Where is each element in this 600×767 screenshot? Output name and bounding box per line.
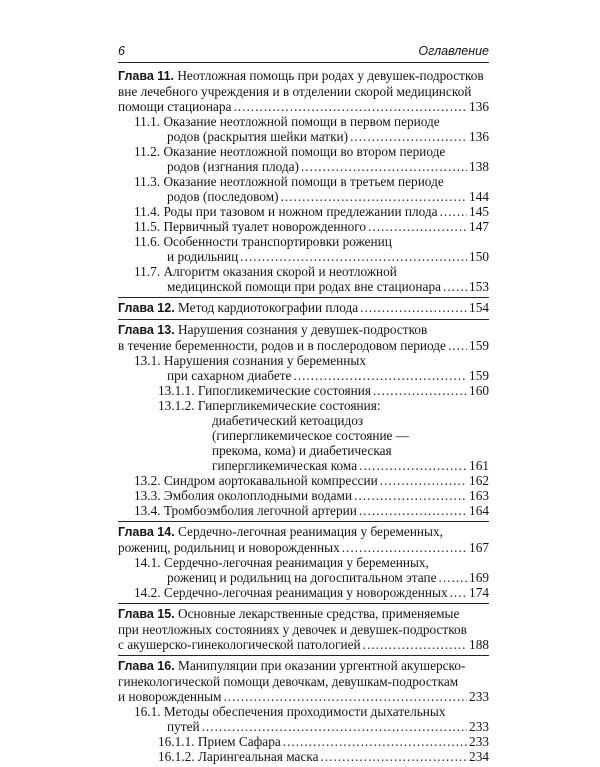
toc-chapter-entry bbox=[118, 68, 489, 114]
section-number: 11.7. bbox=[134, 264, 161, 279]
dot-leader bbox=[359, 458, 467, 473]
toc-line bbox=[134, 219, 489, 234]
entry-title-text: помощи стационара bbox=[118, 99, 232, 114]
entry-title-text: Ларингеальная маска bbox=[197, 749, 319, 764]
toc-subsection-entry bbox=[118, 353, 489, 383]
toc-chapter bbox=[118, 66, 489, 294]
toc-subsection-entry bbox=[118, 749, 489, 764]
page-ref: 162 bbox=[469, 473, 489, 488]
toc-line-text bbox=[134, 585, 448, 600]
entry-title-text: диабетический кетоацидоз bbox=[212, 413, 364, 428]
toc-line bbox=[118, 606, 489, 622]
dot-leader bbox=[368, 219, 467, 234]
entry-title-text: в течение беременности, родов и в послеродовом периоде bbox=[118, 338, 446, 353]
dot-leader bbox=[350, 129, 467, 144]
dot-leader bbox=[359, 503, 467, 518]
toc-chapter-entry bbox=[118, 322, 489, 353]
toc-subsection-entry bbox=[118, 264, 489, 294]
dot-leader bbox=[240, 249, 467, 264]
dot-leader bbox=[440, 204, 467, 219]
entry-title-text: при сахарном диабете bbox=[167, 368, 292, 383]
toc-line bbox=[118, 300, 489, 316]
toc-subsection-entry bbox=[118, 398, 489, 473]
toc-line bbox=[118, 540, 489, 555]
page-ref: 159 bbox=[469, 338, 489, 353]
toc-line bbox=[134, 174, 489, 189]
toc-line bbox=[134, 279, 489, 294]
section-number: 13.3. bbox=[134, 488, 161, 503]
entry-title-text: прекома, кома) и диабетическая bbox=[212, 443, 392, 458]
toc-subsection-entry bbox=[118, 488, 489, 503]
entry-title-text: гипергликемическая кома bbox=[212, 458, 358, 473]
toc-line bbox=[134, 114, 489, 129]
toc-line-text bbox=[167, 129, 348, 144]
toc-line bbox=[158, 734, 489, 749]
toc-line-text bbox=[118, 300, 358, 316]
toc-line bbox=[118, 338, 489, 353]
toc-line-text bbox=[167, 279, 441, 294]
toc-line-text bbox=[118, 99, 231, 114]
toc-line-text bbox=[134, 503, 357, 518]
running-title: Оглавление bbox=[418, 44, 489, 58]
toc-chapter-entry bbox=[118, 606, 489, 652]
dot-leader bbox=[283, 734, 467, 749]
toc-line bbox=[118, 99, 489, 114]
dot-leader bbox=[293, 368, 467, 383]
entry-title-text: Основные лекарственные средства, применяемые bbox=[178, 606, 460, 621]
chapter-label: Глава 12. bbox=[118, 301, 175, 315]
page-ref: 150 bbox=[469, 249, 489, 264]
entry-title-text: Сердечно-легочная реанимация у беременных, bbox=[163, 555, 429, 570]
section-number: 14.2. bbox=[134, 585, 161, 600]
toc-line-text bbox=[167, 368, 291, 383]
entry-title-text: рожениц, родильниц и новорожденных bbox=[118, 540, 340, 555]
section-number: 11.5. bbox=[134, 219, 161, 234]
page-ref: 136 bbox=[469, 99, 489, 114]
toc-line bbox=[134, 473, 489, 488]
toc-line-text bbox=[118, 338, 446, 353]
dot-leader bbox=[342, 540, 467, 555]
entry-title-text: с акушерско-гинекологической патологией bbox=[118, 637, 361, 652]
section-number: 11.2. bbox=[134, 144, 161, 159]
toc-line bbox=[158, 458, 489, 473]
toc-chapter-entry bbox=[118, 524, 489, 555]
toc-line bbox=[134, 144, 489, 159]
section-number: 13.1.2. bbox=[158, 398, 195, 413]
entry-title-text: Первичный туалет новорожденного bbox=[163, 219, 367, 234]
entry-title-text: и новорожденным bbox=[118, 689, 222, 704]
page-ref: 145 bbox=[469, 204, 489, 219]
entry-title-text: и родильниц bbox=[167, 249, 239, 264]
toc-line bbox=[158, 749, 489, 764]
entry-title-text: Эмболия околоплодными водами bbox=[163, 488, 353, 503]
page-header bbox=[118, 40, 489, 63]
toc-line bbox=[158, 428, 489, 443]
section-number: 16.1. bbox=[134, 704, 161, 719]
toc-line bbox=[134, 555, 489, 570]
section-number: 13.1. bbox=[134, 353, 161, 368]
toc-line-text bbox=[134, 488, 352, 503]
toc-line bbox=[118, 84, 489, 99]
entry-title-text: Гипогликемические состояния bbox=[197, 383, 371, 398]
toc-chapter bbox=[118, 655, 489, 764]
page-ref: 153 bbox=[469, 279, 489, 294]
toc-line bbox=[118, 689, 489, 704]
page-ref: 233 bbox=[469, 689, 489, 704]
section-number: 11.6. bbox=[134, 234, 161, 249]
section-number: 13.2. bbox=[134, 473, 161, 488]
dot-leader bbox=[373, 383, 467, 398]
entry-title-text: Роды при тазовом и ножном предлежании плода bbox=[163, 204, 438, 219]
toc-chapter bbox=[118, 297, 489, 316]
section-number: 16.1.1. bbox=[158, 734, 195, 749]
entry-title-text: Нарушения сознания у девушек-подростков bbox=[178, 322, 428, 337]
dot-leader bbox=[363, 637, 467, 652]
toc-line bbox=[134, 159, 489, 174]
toc-line bbox=[118, 658, 489, 674]
toc-subsection-entry bbox=[118, 383, 489, 398]
toc-chapter-entry bbox=[118, 658, 489, 704]
dot-leader bbox=[443, 279, 467, 294]
entry-title-text: Метод кардиотокографии плода bbox=[178, 300, 359, 315]
chapter-label: Глава 11. bbox=[118, 69, 174, 83]
toc-subsection-entry bbox=[118, 114, 489, 144]
toc-subsection-entry bbox=[118, 204, 489, 219]
entry-title-text: Методы обеспечения проходимости дыхательных bbox=[163, 704, 446, 719]
page-ref: 174 bbox=[469, 585, 489, 600]
entry-title-text: путей bbox=[167, 719, 200, 734]
entry-title-text: (гипергликемическое состояние — bbox=[212, 428, 410, 443]
entry-title-text: Оказание неотложной помощи во втором периоде bbox=[163, 144, 446, 159]
table-of-contents bbox=[118, 66, 489, 767]
toc-line bbox=[134, 189, 489, 204]
toc-line bbox=[134, 368, 489, 383]
toc-line bbox=[134, 204, 489, 219]
entry-title-text: Сердечно-легочная реанимация у беременных, bbox=[178, 524, 443, 539]
toc-line-text bbox=[212, 458, 357, 473]
entry-title-text: Тромбоэмболия легочной артерии bbox=[163, 503, 357, 518]
toc-line-text bbox=[158, 734, 281, 749]
dot-leader bbox=[360, 300, 467, 315]
dot-leader bbox=[380, 473, 467, 488]
toc-line bbox=[134, 704, 489, 719]
entry-title-text: медицинской помощи при родах вне стационара bbox=[167, 279, 442, 294]
toc-line bbox=[118, 622, 489, 637]
toc-subsection-entry bbox=[118, 555, 489, 585]
entry-title-text: вне лечебного учреждения и в отделении скорой медицинской bbox=[118, 84, 472, 99]
entry-title-text: Сердечно-легочная реанимация у новорожденных bbox=[163, 585, 448, 600]
toc-subsection-entry bbox=[118, 219, 489, 234]
entry-title-text: Прием Сафара bbox=[197, 734, 281, 749]
toc-line bbox=[134, 234, 489, 249]
toc-line-text bbox=[158, 749, 319, 764]
toc-line-text bbox=[118, 540, 340, 555]
section-number: 13.1.1. bbox=[158, 383, 195, 398]
entry-title-text: родов (изгнания плода) bbox=[167, 159, 299, 174]
toc-line-text bbox=[134, 219, 366, 234]
toc-chapter-entry bbox=[118, 300, 489, 316]
toc-line-text bbox=[134, 204, 438, 219]
entry-title-text: Неотложная помощь при родах у девушек-подростков bbox=[177, 68, 484, 83]
toc-line bbox=[134, 488, 489, 503]
dot-leader bbox=[233, 99, 467, 114]
dot-leader bbox=[450, 585, 467, 600]
entry-title-text: при неотложных состояниях у девочек и девушек-подростков bbox=[118, 622, 467, 637]
dot-leader bbox=[223, 689, 467, 704]
entry-title-text: рожениц и родильниц на догоспитальном этапе bbox=[167, 570, 437, 585]
page-ref: 159 bbox=[469, 368, 489, 383]
entry-title-text: Манипуляции при оказании ургентной акушерско- bbox=[178, 658, 466, 673]
dot-leader bbox=[439, 570, 467, 585]
entry-title-text: родов (раскрытия шейки матки) bbox=[167, 129, 349, 144]
entry-title-text: Синдром аортокавальной компрессии bbox=[163, 473, 378, 488]
toc-line bbox=[118, 674, 489, 689]
toc-subsection-entry bbox=[118, 585, 489, 600]
page-ref: 234 bbox=[469, 749, 489, 764]
toc-subsection-entry bbox=[118, 734, 489, 749]
toc-subsection-entry bbox=[118, 473, 489, 488]
page-ref: 164 bbox=[469, 503, 489, 518]
page-ref: 154 bbox=[469, 300, 489, 315]
section-number: 11.4. bbox=[134, 204, 161, 219]
toc-line bbox=[134, 585, 489, 600]
toc-line-text bbox=[167, 189, 279, 204]
page-ref: 136 bbox=[469, 129, 489, 144]
toc-subsection-entry bbox=[118, 704, 489, 734]
toc-line bbox=[134, 503, 489, 518]
page-ref: 169 bbox=[469, 570, 489, 585]
toc-line-text bbox=[158, 383, 371, 398]
toc-line bbox=[118, 322, 489, 338]
section-number: 11.3. bbox=[134, 174, 161, 189]
toc-line-text bbox=[118, 637, 361, 652]
entry-title-text: Нарушения сознания у беременных bbox=[163, 353, 366, 368]
toc-line bbox=[158, 383, 489, 398]
dot-leader bbox=[202, 719, 467, 734]
page-ref: 147 bbox=[469, 219, 489, 234]
page-ref: 163 bbox=[469, 488, 489, 503]
dot-leader bbox=[301, 159, 467, 174]
toc-chapter bbox=[118, 521, 489, 600]
toc-subsection-entry bbox=[118, 234, 489, 264]
page-ref: 233 bbox=[469, 734, 489, 749]
toc-subsection-entry bbox=[118, 503, 489, 518]
toc-line bbox=[158, 413, 489, 428]
dot-leader bbox=[321, 749, 467, 764]
toc-subsection-entry bbox=[118, 144, 489, 174]
toc-chapter bbox=[118, 603, 489, 652]
toc-line bbox=[134, 353, 489, 368]
entry-title-text: родов (последовом) bbox=[167, 189, 279, 204]
chapter-label: Глава 16. bbox=[118, 659, 175, 673]
toc-line-text bbox=[167, 249, 238, 264]
toc-line bbox=[118, 524, 489, 540]
toc-line-text bbox=[134, 473, 378, 488]
toc-line bbox=[158, 398, 489, 413]
section-number: 16.1.2. bbox=[158, 749, 195, 764]
toc-line bbox=[158, 443, 489, 458]
dot-leader bbox=[354, 488, 467, 503]
page-ref: 167 bbox=[469, 540, 489, 555]
toc-chapter bbox=[118, 319, 489, 518]
dot-leader bbox=[448, 338, 467, 353]
entry-title-text: Гипергликемические состояния: bbox=[197, 398, 381, 413]
entry-title-text: Оказание неотложной помощи в третьем периоде bbox=[163, 174, 444, 189]
toc-line-text bbox=[167, 570, 437, 585]
chapter-label: Глава 13. bbox=[118, 323, 175, 337]
toc-subsection-entry bbox=[118, 174, 489, 204]
toc-line-text bbox=[118, 689, 221, 704]
entry-title-text: Алгоритм оказания скорой и неотложной bbox=[163, 264, 397, 279]
toc-line bbox=[134, 570, 489, 585]
chapter-label: Глава 15. bbox=[118, 607, 175, 621]
section-number: 14.1. bbox=[134, 555, 161, 570]
toc-line bbox=[134, 719, 489, 734]
toc-line-text bbox=[167, 159, 299, 174]
section-number: 13.4. bbox=[134, 503, 161, 518]
page-ref: 188 bbox=[469, 637, 489, 652]
page-number: 6 bbox=[118, 44, 125, 58]
page-ref: 160 bbox=[469, 383, 489, 398]
toc-line bbox=[134, 264, 489, 279]
section-number: 11.1. bbox=[134, 114, 161, 129]
toc-line bbox=[118, 68, 489, 84]
entry-title-text: Особенности транспортировки рожениц bbox=[163, 234, 392, 249]
dot-leader bbox=[281, 189, 467, 204]
chapter-label: Глава 14. bbox=[118, 525, 175, 539]
toc-line bbox=[134, 129, 489, 144]
page-ref: 233 bbox=[469, 719, 489, 734]
page-ref: 161 bbox=[469, 458, 489, 473]
entry-title-text: гинекологической помощи девочкам, девушкам-подросткам bbox=[118, 674, 459, 689]
toc-line bbox=[118, 637, 489, 652]
entry-title-text: Оказание неотложной помощи в первом периоде bbox=[163, 114, 440, 129]
toc-line bbox=[134, 249, 489, 264]
toc-line-text bbox=[167, 719, 200, 734]
page-ref: 144 bbox=[469, 189, 489, 204]
page-ref: 138 bbox=[469, 159, 489, 174]
